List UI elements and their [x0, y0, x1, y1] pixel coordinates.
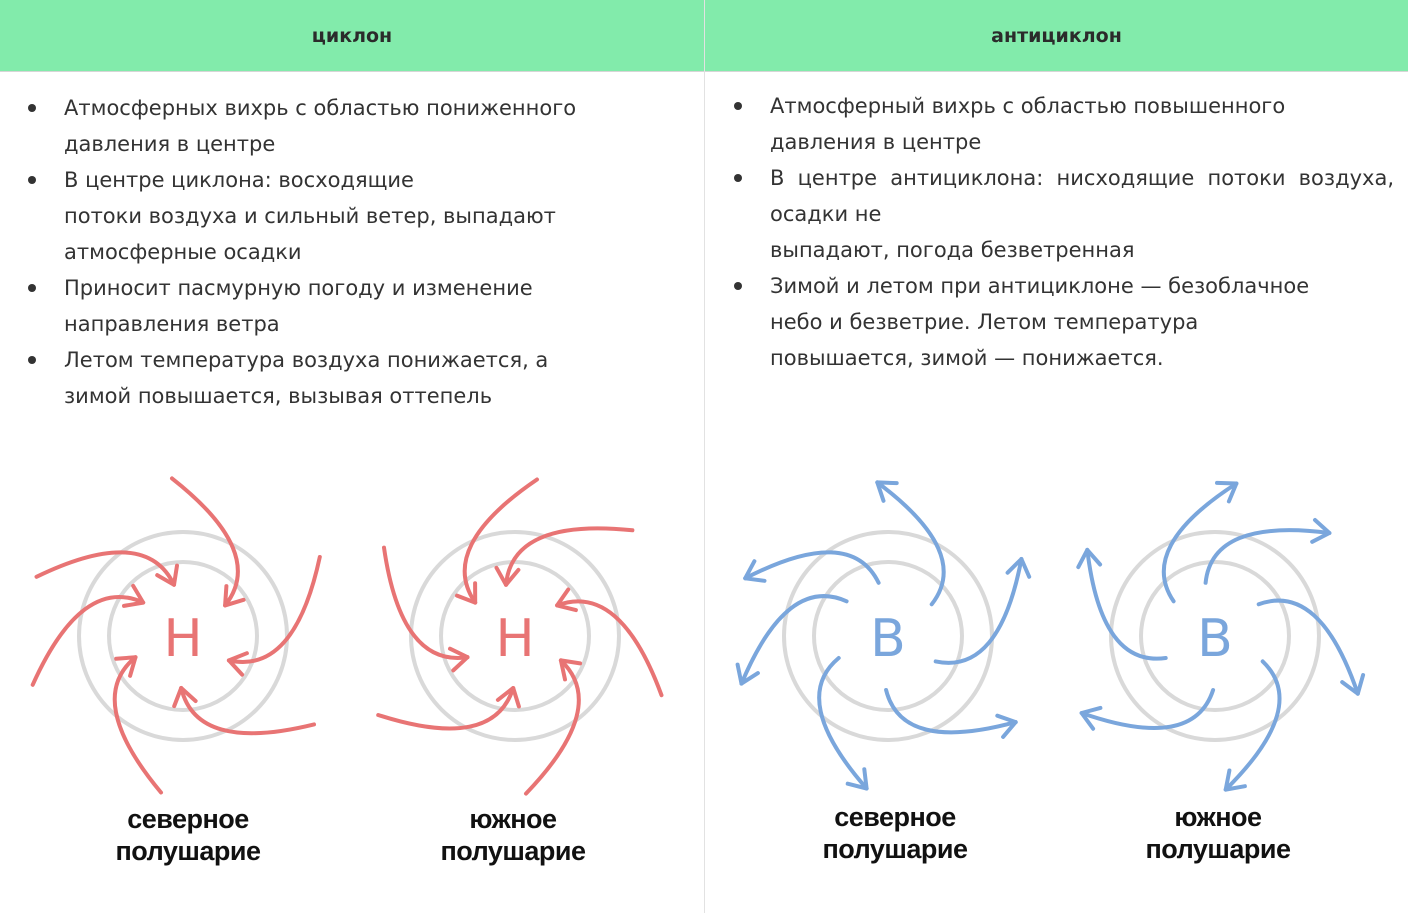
- wind-arrow: [526, 660, 579, 793]
- wind-arrow: [229, 557, 320, 662]
- cyclone-point-3: Приносит пасмурную погоду и изменение направления ветра: [28, 270, 588, 342]
- wind-arrow: [1164, 484, 1237, 602]
- anticyclone-caption-south: южное полушарие: [1145, 802, 1291, 864]
- header-anticyclone: антициклон: [705, 0, 1408, 72]
- cyclone-diagram-south: [350, 468, 680, 798]
- wind-arrow: [742, 596, 847, 684]
- anticyclone-diagram-north: [723, 468, 1053, 798]
- anticyclone-point-2: В центре антициклона: нисходящие потоки воздуха, осадки не выпадают, погода безветренная: [734, 160, 1394, 268]
- anticyclone-diagram-south: [1050, 468, 1380, 798]
- pressure-letter: Н: [495, 609, 535, 669]
- anticyclone-column: [705, 0, 1408, 913]
- wind-arrow: [384, 548, 468, 658]
- wind-arrow: [886, 690, 1016, 732]
- wind-arrow: [506, 528, 632, 584]
- pressure-letter: Н: [163, 609, 203, 669]
- wind-arrow: [936, 559, 1022, 663]
- anticyclone-points: [734, 88, 1394, 376]
- cyclone-point-1: Атмосферных вихрь с областью пониженного давления в центре: [28, 90, 588, 162]
- cyclone-caption-south: южное полушарие: [440, 804, 586, 866]
- anticyclone-point-3: Зимой и летом при антициклоне — безоблачное небо и безветрие. Летом температура повышается, зимой — понижается.: [734, 268, 1394, 376]
- wind-arrow: [1206, 530, 1330, 583]
- anticyclone-caption-north: северное полушарие: [822, 802, 968, 864]
- anticyclone-point-1: Атмосферный вихрь с областью повышенного давления в центре: [734, 88, 1394, 160]
- cyclone-point-4: Летом температура воздуха понижается, а зимой повышается, вызывая оттепель: [28, 342, 588, 414]
- cyclone-diagram-north: [18, 468, 348, 798]
- cyclone-points: [28, 90, 588, 414]
- cyclone-point-2: В центре циклона: восходящие потоки воздуха и сильный ветер, выпадают атмосферные осадки: [28, 162, 588, 270]
- cyclone-caption-north: северное полушарие: [115, 804, 261, 866]
- wind-arrow: [877, 482, 943, 604]
- pressure-letter: В: [1197, 609, 1233, 669]
- wind-arrow: [181, 688, 314, 733]
- wind-arrow: [1226, 661, 1280, 789]
- wind-arrow: [1087, 550, 1165, 659]
- pressure-letter: В: [870, 609, 906, 669]
- wind-arrow: [33, 597, 144, 685]
- header-cyclone: циклон: [0, 0, 704, 72]
